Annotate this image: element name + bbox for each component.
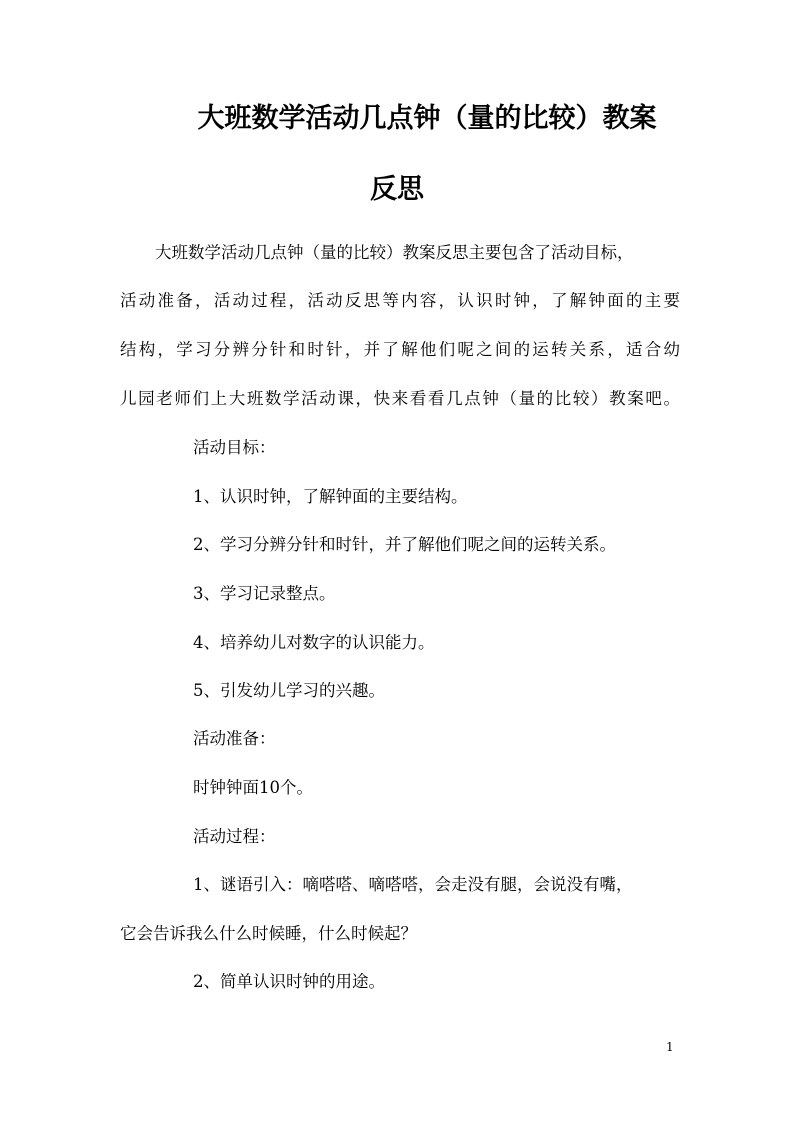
document-title-line-1: 大班数学活动几点钟（量的比较）教案 xyxy=(197,103,657,134)
goal-item-1: 1、认识时钟，了解钟面的主要结构。 xyxy=(193,487,468,506)
intro-line-4: 儿园老师们上大班数学活动课，快来看看几点钟（量的比较）教案吧。 xyxy=(120,389,680,408)
goal-item-2: 2、学习分辨分针和时针，并了解他们呢之间的运转关系。 xyxy=(193,535,616,554)
goal-item-5: 5、引发幼儿学习的兴趣。 xyxy=(193,681,385,700)
process-heading: 活动过程： xyxy=(193,827,276,846)
process-item-1-line-2: 它会告诉我么什么时候睡，什么时候起？ xyxy=(120,924,417,943)
intro-line-3: 结构，学习分辨分针和时针，并了解他们呢之间的运转关系，适合幼 xyxy=(120,340,680,359)
goal-item-3: 3、学习记录整点。 xyxy=(193,584,336,603)
goal-item-4: 4、培养幼儿对数字的认识能力。 xyxy=(193,633,435,652)
document-title-line-2: 反思 xyxy=(370,174,424,205)
prep-heading: 活动准备： xyxy=(193,729,276,748)
page-number: 1 xyxy=(666,1040,674,1054)
process-item-2: 2、简单认识时钟的用途。 xyxy=(193,972,385,991)
prep-text: 时钟钟面10个。 xyxy=(193,778,313,797)
intro-line-2: 活动准备，活动过程，活动反思等内容，认识时钟，了解钟面的主要 xyxy=(120,291,680,310)
goals-heading: 活动目标： xyxy=(193,438,276,457)
intro-line-1: 大班数学活动几点钟（量的比较）教案反思主要包含了活动目标， xyxy=(155,243,634,262)
process-item-1-line-1: 1、谜语引入：嘀嗒嗒、嘀嗒嗒，会走没有腿，会说没有嘴， xyxy=(193,875,633,894)
